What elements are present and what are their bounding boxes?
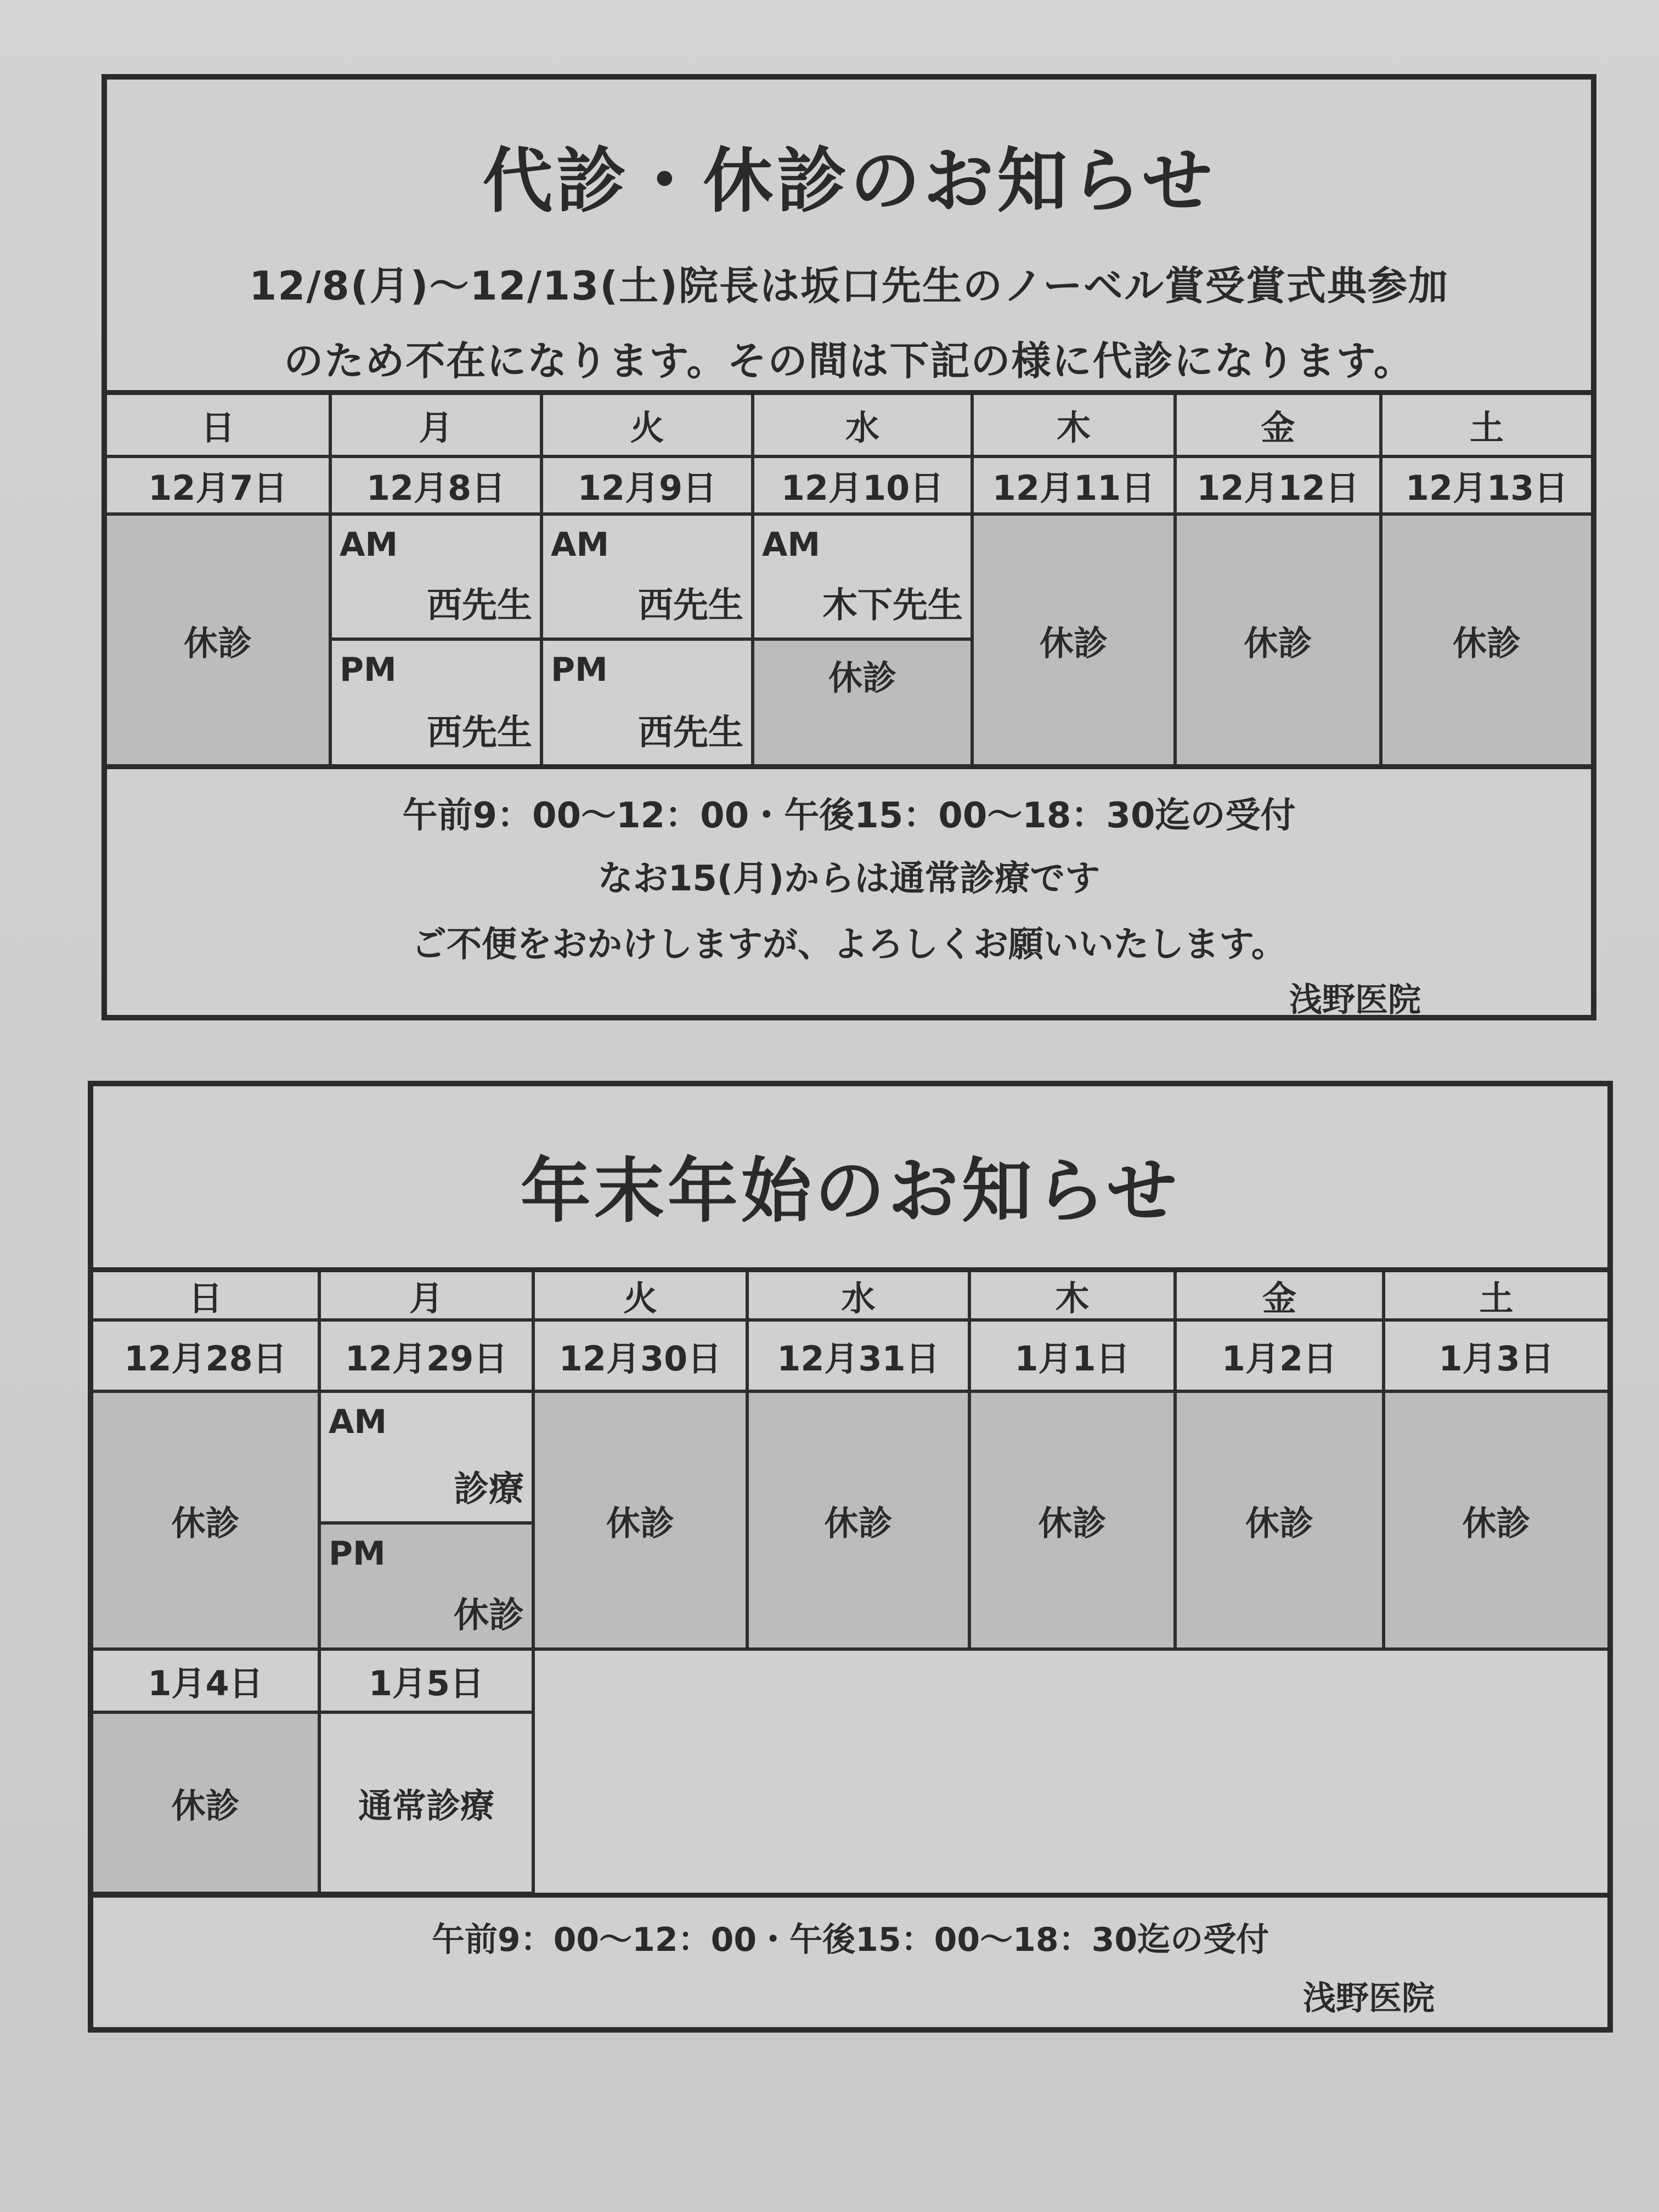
day-header: 土 [1385, 1272, 1607, 1322]
closed-cell: 休診 [93, 1393, 321, 1651]
day-header: 火 [543, 395, 754, 458]
am-label: AM [762, 526, 821, 564]
notice1-title: 代診・休診のお知らせ [482, 140, 1216, 222]
day-header: 金 [1177, 395, 1383, 458]
notice1-clinic-name: 浅野医院 [1289, 981, 1421, 1019]
date-cell: 1月3日 [1385, 1322, 1607, 1393]
regular-hours-cell: 通常診療 [321, 1714, 535, 1895]
date-cell: 12月11日 [974, 458, 1177, 516]
day-header: 木 [974, 395, 1177, 458]
notice2-schedule-table [93, 1272, 1607, 1895]
split-cell-wed [754, 516, 974, 768]
day-header: 日 [107, 395, 332, 458]
date-cell: 1月5日 [321, 1651, 535, 1714]
am-label: AM [551, 526, 610, 564]
notice1-intro-line2: のため不在になります。その間は下記の様に代診になります。 [284, 338, 1414, 384]
pm-label: PM [340, 651, 397, 689]
notice-substitute-closure [101, 74, 1596, 1020]
notice1-schedule-table [107, 395, 1591, 768]
date-cell: 12月28日 [93, 1322, 321, 1393]
pm-label: PM [329, 1534, 386, 1573]
date-cell: 12月12日 [1177, 458, 1383, 516]
notice1-table-top-rule [107, 390, 1591, 395]
closed-cell: 休診 [1177, 516, 1383, 768]
pm-slot [321, 1525, 532, 1647]
am-status: 診療 [454, 1469, 524, 1510]
date-cell: 12月31日 [749, 1322, 971, 1393]
closed-cell: 休診 [1177, 1393, 1385, 1651]
split-cell-tue [543, 516, 754, 768]
empty-area [535, 1651, 1607, 1895]
notice2-clinic-name: 浅野医院 [1303, 1979, 1435, 2018]
pm-doctor: 西先生 [638, 713, 743, 753]
day-header: 金 [1177, 1272, 1385, 1322]
closed-cell: 休診 [1383, 516, 1591, 768]
day-header: 日 [93, 1272, 321, 1322]
date-cell: 12月8日 [332, 458, 543, 516]
notice2-hours: 午前9：00～12：00・午後15：00～18：30迄の受付 [431, 1921, 1269, 1959]
pm-doctor: 西先生 [427, 713, 532, 753]
pm-label: PM [551, 651, 608, 689]
notice-year-end-holidays [88, 1081, 1613, 2033]
day-header: 水 [754, 395, 974, 458]
am-slot [543, 516, 751, 641]
pm-status: 休診 [454, 1595, 524, 1636]
am-slot [332, 516, 540, 641]
notice1-apology: ご不便をおかけしますが、よろしくお願いいたします。 [411, 924, 1286, 965]
notice1-table-bottom-rule [107, 764, 1591, 769]
pm-slot-closed [754, 641, 970, 765]
closed-cell: 休診 [974, 516, 1177, 768]
closed-cell: 休診 [93, 1714, 321, 1895]
am-doctor: 西先生 [638, 585, 743, 626]
split-cell-dec29 [321, 1393, 535, 1651]
date-cell: 1月1日 [971, 1322, 1177, 1393]
day-header: 月 [332, 395, 543, 458]
day-header: 土 [1383, 395, 1591, 458]
day-header: 木 [971, 1272, 1177, 1322]
day-header: 月 [321, 1272, 535, 1322]
date-cell: 12月10日 [754, 458, 974, 516]
pm-slot [543, 641, 751, 765]
am-doctor: 木下先生 [822, 585, 963, 626]
date-cell: 12月9日 [543, 458, 754, 516]
date-cell: 12月30日 [535, 1322, 749, 1393]
day-header: 火 [535, 1272, 749, 1322]
notice2-title: 年末年始のお知らせ [520, 1150, 1181, 1232]
pm-slot [332, 641, 540, 765]
closed-cell: 休診 [749, 1393, 971, 1651]
am-doctor: 西先生 [427, 585, 532, 626]
am-label: AM [340, 526, 398, 564]
am-slot [321, 1393, 532, 1525]
closed-cell: 休診 [107, 516, 332, 768]
am-slot [754, 516, 970, 641]
pm-closed: 休診 [828, 658, 896, 698]
closed-cell: 休診 [971, 1393, 1177, 1651]
notice1-hours: 午前9：00～12：00・午後15：00～18：30迄の受付 [402, 795, 1296, 836]
closed-cell: 休診 [1385, 1393, 1607, 1651]
notice1-resume-note: なお15(月)からは通常診療です [597, 859, 1101, 899]
am-label: AM [329, 1403, 387, 1441]
date-cell: 12月29日 [321, 1322, 535, 1393]
date-cell: 1月2日 [1177, 1322, 1385, 1393]
notice2-table-bottom-rule [93, 1893, 1607, 1898]
date-cell: 12月13日 [1383, 458, 1591, 516]
closed-cell: 休診 [535, 1393, 749, 1651]
date-cell: 12月7日 [107, 458, 332, 516]
day-header: 水 [749, 1272, 971, 1322]
split-cell-mon [332, 516, 543, 768]
notice1-intro-line1: 12/8(月)～12/13(土)院長は坂口先生のノーベル賞受賞式典参加 [249, 263, 1449, 309]
date-cell: 1月4日 [93, 1651, 321, 1714]
